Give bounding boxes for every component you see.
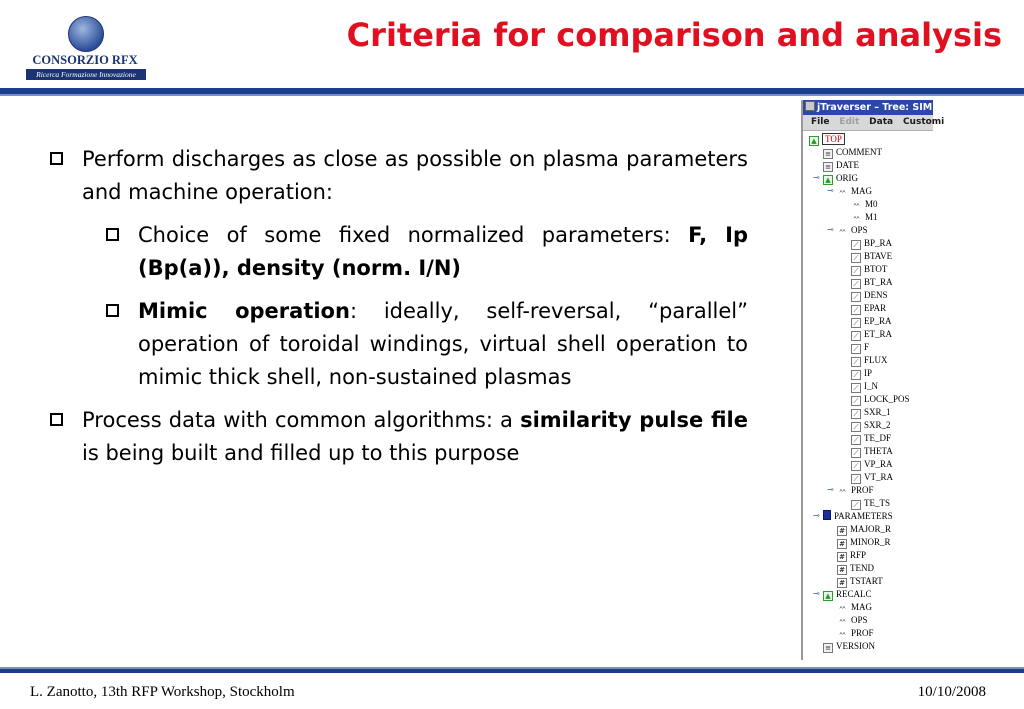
tree-node[interactable] [837,484,874,496]
tree-node[interactable] [851,445,893,457]
signal-node-icon: ⟋ [851,448,861,458]
tree-node[interactable] [823,172,858,184]
tree-toggle-icon[interactable]: ⊸ [813,173,820,182]
tree-toggle-icon[interactable]: ⊸ [813,511,820,520]
tree-node-label: M1 [865,212,878,222]
tree-node[interactable] [837,523,891,535]
tree-node-label: FLUX [864,355,888,365]
checkbox-bullet-icon [50,152,63,165]
tree-node-label: COMMENT [836,147,883,157]
tree-node[interactable] [837,614,868,626]
subbullet-mimic-operation [104,295,748,394]
tree-node-label: RECALC [836,589,872,599]
tree-node-label: PARAMETERS [834,511,893,521]
structure-node-icon [809,136,819,146]
tree-node-label: MAG [851,186,873,196]
bullet-text: Process data with common algorithms: a [82,408,521,432]
tree-node[interactable] [837,224,868,236]
subtree-node-icon: ᴬᴬ [839,618,846,626]
signal-node-icon: ⟋ [851,292,861,302]
tree-node[interactable] [823,159,859,171]
numeric-node-icon: # [837,565,847,575]
bullet-text: Perform discharges as close as possible on plasma parameters and machine operation: [82,147,748,204]
jtraverser-window [801,100,945,660]
tree-node-label: TSTART [850,576,883,586]
footer-date: 10/10/2008 [917,684,986,700]
tree-node-label: OPS [851,615,868,625]
tree-node[interactable] [851,471,893,483]
tree-node[interactable] [851,250,892,262]
numeric-node-icon: # [837,552,847,562]
tree-node-label: LOCK_POS [864,394,910,404]
signal-node-icon: ⟋ [851,396,861,406]
tree-node-label: OPS [851,225,868,235]
tree-node[interactable] [851,315,892,327]
tree-node[interactable] [851,276,893,288]
tree-node-label: ET_RA [864,329,892,339]
bullet-bold-text: similarity pulse file [520,408,748,432]
signal-node-icon: ⟋ [851,500,861,510]
subbullet-bold-text: Mimic operation [138,299,350,323]
numeric-node-icon: # [837,526,847,536]
signal-node-icon: ⟋ [851,318,861,328]
tree-node[interactable] [823,588,872,600]
tree-node[interactable] [851,354,888,366]
tree-node[interactable] [851,497,890,509]
menu-edit[interactable]: Edit [839,117,860,127]
signal-node-icon: ⟋ [851,305,861,315]
tree-node-label: F [864,342,870,352]
tree-node[interactable] [851,393,910,405]
tree-node-label: TE_DF [864,433,891,443]
tree-toggle-icon[interactable]: ⊸ [827,485,834,494]
slide-title: Criteria for comparison and analysis [346,16,1002,54]
numeric-node-icon: # [837,578,847,588]
tree-node[interactable] [851,406,891,418]
tree-node[interactable] [851,432,891,444]
subbullet-choice-parameters [104,219,748,285]
subtree-node-icon: ᴬᴬ [853,215,860,223]
tree-node-label: MAJOR_R [850,524,892,534]
signal-node-icon: ⟋ [851,474,861,484]
subbullet-text: Choice of some fixed normalized parameters: [138,223,689,247]
tree-node[interactable] [837,601,872,613]
signal-node-icon: ⟋ [851,383,861,393]
window-app-icon [805,101,815,111]
signal-node-icon: ⟋ [851,266,861,276]
tree-node[interactable] [837,549,866,561]
tree-node-label: SXR_2 [864,420,891,430]
logo-subtitle: Ricerca Formazione Innovazione [26,69,146,80]
signal-node-icon: ⟋ [851,331,861,341]
window-titlebar[interactable] [803,100,933,115]
tree-node[interactable] [851,302,886,314]
signal-node-icon: ⟋ [851,240,861,250]
subtree-node-icon: ᴬᴬ [839,228,846,236]
subtree-node-icon: ᴬᴬ [839,189,846,197]
tree-node[interactable] [851,289,888,301]
footer-author: L. Zanotto, 13th RFP Workshop, Stockholm [30,684,295,700]
tree-node-label: DENS [864,290,888,300]
tree-node-label: BT_RA [864,277,893,287]
subtree-node-icon: ᴬᴬ [839,631,846,639]
tree-node-label: MAG [851,602,873,612]
menu-file[interactable]: File [811,117,830,127]
menu-data[interactable]: Data [869,117,894,127]
tree-node-label: VT_RA [864,472,893,482]
tree-toggle-icon[interactable]: ⊸ [827,186,834,195]
text-node-icon: ≡ [823,162,833,172]
bullet-text-end: is being built and filled up to this purpose [82,441,520,465]
tree-node-label: THETA [864,446,893,456]
tree-node[interactable] [851,419,891,431]
tree-node-label: EP_RA [864,316,892,326]
tree-node-label: BP_RA [864,238,893,248]
window-menubar [803,115,945,131]
tree-node-label: MINOR_R [850,537,891,547]
tree-node[interactable] [851,328,892,340]
tree-node[interactable] [851,198,878,210]
tree-node[interactable] [837,575,883,587]
checkbox-bullet-icon [106,228,119,241]
checkbox-bullet-icon [50,413,63,426]
logo-text: CONSORZIO RFX [32,53,138,67]
tree-node[interactable] [823,510,893,522]
window-title: jTraverser – Tree: SIM [817,102,933,113]
signal-node-icon: ⟋ [851,370,861,380]
parameter-node-icon [823,510,831,520]
tree-node[interactable] [837,562,874,574]
text-node-icon: ≡ [823,149,833,159]
tree-node[interactable] [851,237,892,249]
subtree-node-icon: ᴬᴬ [839,605,846,613]
subbullet-text: : ideally, self-reversal, “parallel” operation of toroidal windings, virtual shell operation to mimic thick shell, non-sustained plasmas [138,299,749,389]
tree-node[interactable] [837,627,874,639]
tree-node[interactable] [851,380,878,392]
subbullet-bold-text: F, Ip (Bp(a)), density (norm. I/N) [138,223,748,280]
logo-emblem-icon [68,16,104,52]
bullet-process-data [48,404,748,470]
tree-node-label: PROF [851,628,874,638]
header-divider [0,88,1024,96]
tree-node-label: BTOT [864,264,888,274]
tree-node-label: DATE [836,160,859,170]
tree-node[interactable] [851,263,887,275]
tree-node-label: M0 [865,199,878,209]
tree-node-label: ORIG [836,173,858,183]
structure-node-icon [823,175,833,185]
tree-node[interactable] [851,367,872,379]
tree-node-label: TE_TS [864,498,890,508]
tree-node[interactable] [851,458,893,470]
signal-node-icon: ⟋ [851,422,861,432]
consorzio-rfx-logo [18,14,150,86]
signal-node-icon: ⟋ [851,435,861,445]
footer-divider [0,667,1024,673]
tree-node-label: TOP [822,133,845,145]
tree-node-label: PROF [851,485,874,495]
signal-node-icon: ⟋ [851,253,861,263]
tree-node[interactable] [851,341,869,353]
tree-node-label: RFP [850,550,867,560]
tree-toggle-icon[interactable]: ⊸ [813,589,820,598]
signal-node-icon: ⟋ [851,409,861,419]
tree-node-label: VERSION [836,641,876,651]
tree-node-label: TEND [850,563,874,573]
numeric-node-icon: # [837,539,847,549]
tree-node[interactable] [837,536,891,548]
subtree-node-icon: ᴬᴬ [839,488,846,496]
tree-toggle-icon[interactable]: ⊸ [827,225,834,234]
text-node-icon: ≡ [823,643,833,653]
tree-node-label: EPAR [864,303,887,313]
signal-node-icon: ⟋ [851,357,861,367]
slide-content [48,143,748,480]
tree-node-label: SXR_1 [864,407,891,417]
tree-node[interactable] [837,185,872,197]
tree-node-label: IP [864,368,873,378]
tree-node[interactable] [809,133,845,145]
signal-node-icon: ⟋ [851,344,861,354]
bullet-perform-discharges [48,143,748,209]
subtree-node-icon: ᴬᴬ [853,202,860,210]
checkbox-bullet-icon [106,304,119,317]
structure-node-icon [823,591,833,601]
signal-node-icon: ⟋ [851,461,861,471]
tree-node-label: BTAVE [864,251,893,261]
tree-node-label: VP_RA [864,459,893,469]
tree-node-label: I_N [864,381,878,391]
tree-node[interactable] [823,146,882,158]
tree-node[interactable] [823,640,875,652]
tree-node[interactable] [851,211,878,223]
signal-node-icon: ⟋ [851,279,861,289]
menu-customize[interactable]: Customi [902,117,945,127]
